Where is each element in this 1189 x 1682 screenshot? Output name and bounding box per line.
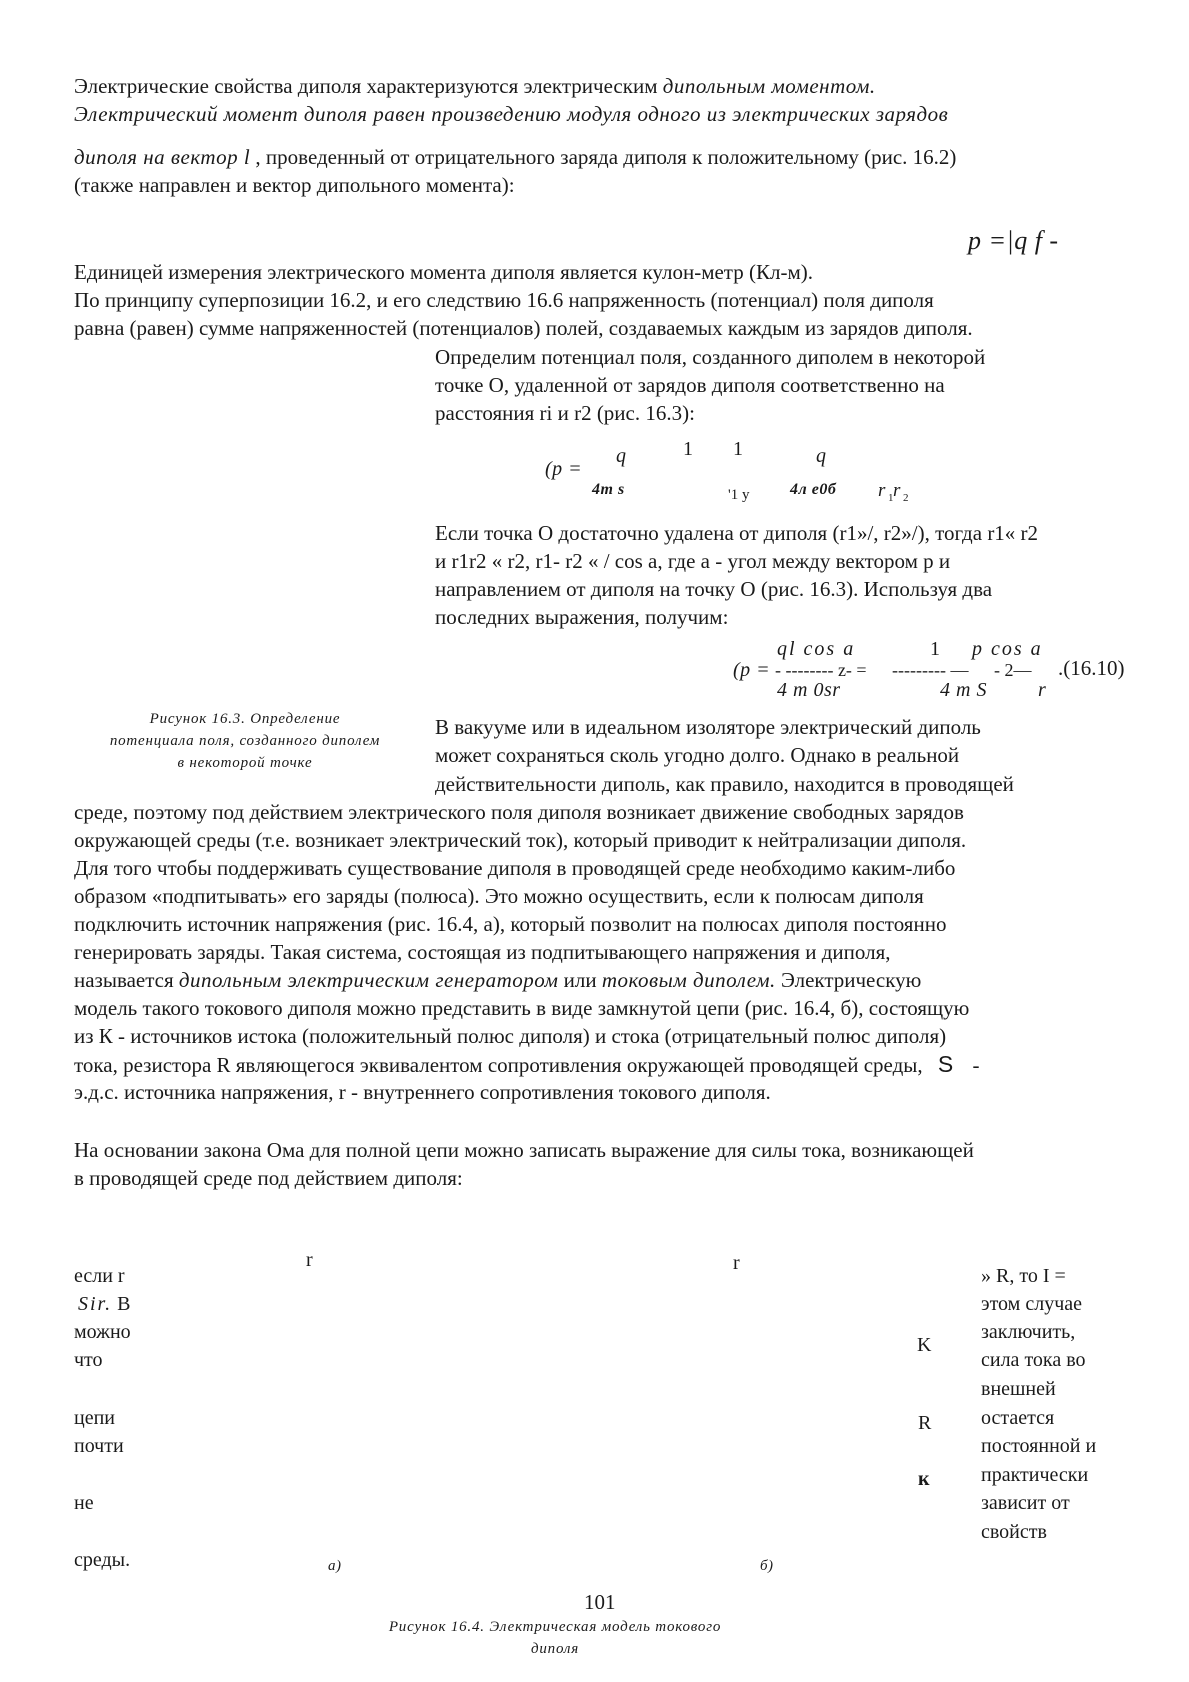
text-fragment: остается [981,1407,1055,1429]
formula-symbol: 4л е0б [790,481,837,498]
text-fragment: не [74,1492,94,1514]
text-fragment: что [74,1349,103,1371]
formula-dipole-moment: p =|q f - [968,226,1059,255]
formula-symbol: r [1038,679,1047,701]
formula-symbol: q [816,445,827,467]
text-fragment: постоянной и [981,1435,1097,1457]
text-line: Единицей измерения электрического момента диполя является кулон-метр (Кл-м). [74,260,813,284]
caption-line: в некоторой точке [177,755,313,771]
text-line [74,72,876,100]
figure-caption [330,1616,780,1660]
page-number: 101 [584,1590,616,1614]
text-run: , проведенный от отрицательного заряда диполя к положительному (рис. 16.2) [250,145,957,169]
text-fragment [78,1290,130,1319]
formula-symbol: - 2— [994,660,1032,680]
term-current-dipole: токовым диполем. [601,968,776,992]
formula-symbol: 1 [888,492,894,504]
text-line: (также направлен и вектор дипольного момента): [74,173,515,197]
figure-label: R [918,1412,932,1434]
formula-symbol: 1 [930,638,940,660]
caption-line: диполя [530,1641,580,1657]
text-line: направлением от диполя на точку О (рис. 16.3). Используя два [435,577,993,601]
text-fragment: зависит от [981,1492,1070,1514]
figure-label: к [918,1468,930,1490]
text-fragment: цепи [74,1407,115,1429]
formula-symbol: r [893,480,901,501]
formula-symbol: --------- — [892,660,969,680]
formula-symbol: ql cos a [777,638,856,660]
formula-symbol: 4 m S [940,679,987,701]
equation-number: .(16.10) [1058,656,1125,680]
text-line: э.д.с. источника напряжения, r - внутреннего сопротивления токового диполя. [74,1080,771,1104]
text-line: действительности диполь, как правило, находится в проводящей [435,772,1014,796]
text-line: в проводящей среде под действием диполя: [74,1166,463,1190]
formula-symbol: q [616,445,627,467]
text-fragment: практически [981,1464,1089,1486]
formula-symbol: r [878,480,886,501]
text-run-italic: диполя на вектор l [74,145,251,169]
text-fragment: почти [74,1435,124,1457]
text-line: последних выражения, получим: [435,605,729,629]
text-line: Если точка О достаточно удалена от диполя (r1»/, r2»/), тогда r1« r2 [435,521,1039,545]
figure-caption [70,708,420,774]
text-line: модель такого токового диполя можно представить в виде замкнутой цепи (рис. 16.4, б), состоящую [74,996,970,1020]
text-line: точке О, удаленной от зарядов диполя соответственно на [435,373,945,397]
text-line: образом «подпитывать» его заряды (полюса). Это можно осуществить, если к полюсам диполя [74,884,924,908]
text-fragment: » R, то I = [981,1265,1066,1287]
text-line: подключить источник напряжения (рис. 16.4, а), который позволит на полюсах диполя постоянно [74,912,947,936]
formula-symbol: '1 у [728,487,750,503]
formula-symbol: (p = [733,659,771,681]
formula-symbol: 4m s [592,481,625,498]
text-fragment: можно [74,1321,131,1343]
text-fragment: сила тока во [981,1349,1086,1371]
text-line [74,143,956,171]
text-line: может сохраняться сколь угодно долго. Однако в реальной [435,743,960,767]
text-line: генерировать заряды. Такая система, состоящая из подпитывающего напряжения и диполя, [74,940,891,964]
text-run: тока, резистора R являющегося эквивалентом сопротивления окружающей проводящей среды, [74,1053,923,1077]
term-dipole-moment: дипольным моментом. [662,74,876,98]
text-run: - [972,1053,980,1077]
text-line [74,966,921,994]
formula-symbol: p cos a [972,638,1043,660]
text-run: Электрические свойства диполя характеризуются электрическим [74,74,663,98]
caption-line: Рисунок 16.3. Определение [149,711,341,727]
figure-label: r [306,1249,313,1271]
text-fragment: этом случае [981,1293,1083,1315]
formula-symbol: 2 [903,492,909,504]
figure-label: K [917,1334,932,1356]
text-line: и r1r2 « r2, r1- r2 « / cos a, где a - угол между вектором p и [435,549,951,573]
text-line: окружающей среды (т.е. возникает электрический ток), который приводит к нейтрализации диполя. [74,828,967,852]
text-run: или [558,968,602,992]
text-run: В [112,1293,131,1315]
text-line: На основании закона Ома для полной цепи можно записать выражение для силы тока, возникающей [74,1138,974,1162]
text-line: равна (равен) сумме напряженностей (потенциалов) полей, создаваемых каждым из зарядов диполя. [74,316,973,340]
text-line: Электрический момент диполя равен произведению модуля одного из электрических зарядов [74,102,949,126]
text-line: из К - источников истока (положительный полюс диполя) и стока (отрицательный полюс диполя) [74,1024,947,1048]
text-fragment: внешней [981,1378,1056,1400]
text-line [74,1050,979,1079]
text-line: Для того чтобы поддерживать существование диполя в проводящей среде необходимо каким-либо [74,856,956,880]
term-dipole-generator: дипольным электрическим генератором [178,968,559,992]
formula-symbol: 1 [733,438,743,460]
text-run: называется [74,968,179,992]
subfigure-label: а) [328,1558,342,1574]
text-fragment: среды. [74,1549,131,1571]
figure-label: r [733,1252,740,1274]
text-fragment: заключить, [981,1321,1076,1343]
caption-line: потенциала поля, созданного диполем [109,733,381,749]
text-line: По принципу суперпозиции 16.2, и его следствию 16.6 напряженность (потенциал) поля диполя [74,288,934,312]
text-run: Электрическую [775,968,922,992]
text-line: Определим потенциал поля, созданного диполем в некоторой [435,345,986,369]
text-fragment: если r [74,1265,125,1287]
subfigure-label: б) [760,1558,774,1574]
formula-symbol: (p = [545,458,583,480]
formula-symbol: 1 [683,438,693,460]
text-line: В вакууме или в идеальном изоляторе электрический диполь [435,715,981,739]
formula-symbol: - -------- z- = [775,660,867,680]
text-line: среде, поэтому под действием электрического поля диполя возникает движение свободных зарядов [74,800,964,824]
formula-symbol: Sir. [78,1293,113,1315]
text-line: расстояния ri и r2 (рис. 16.3): [435,401,695,425]
caption-line: Рисунок 16.4. Электрическая модель токового [388,1619,722,1635]
formula-symbol: 4 m 0sr [777,679,841,701]
text-fragment: свойств [981,1521,1047,1543]
emf-symbol: S [937,1051,954,1077]
